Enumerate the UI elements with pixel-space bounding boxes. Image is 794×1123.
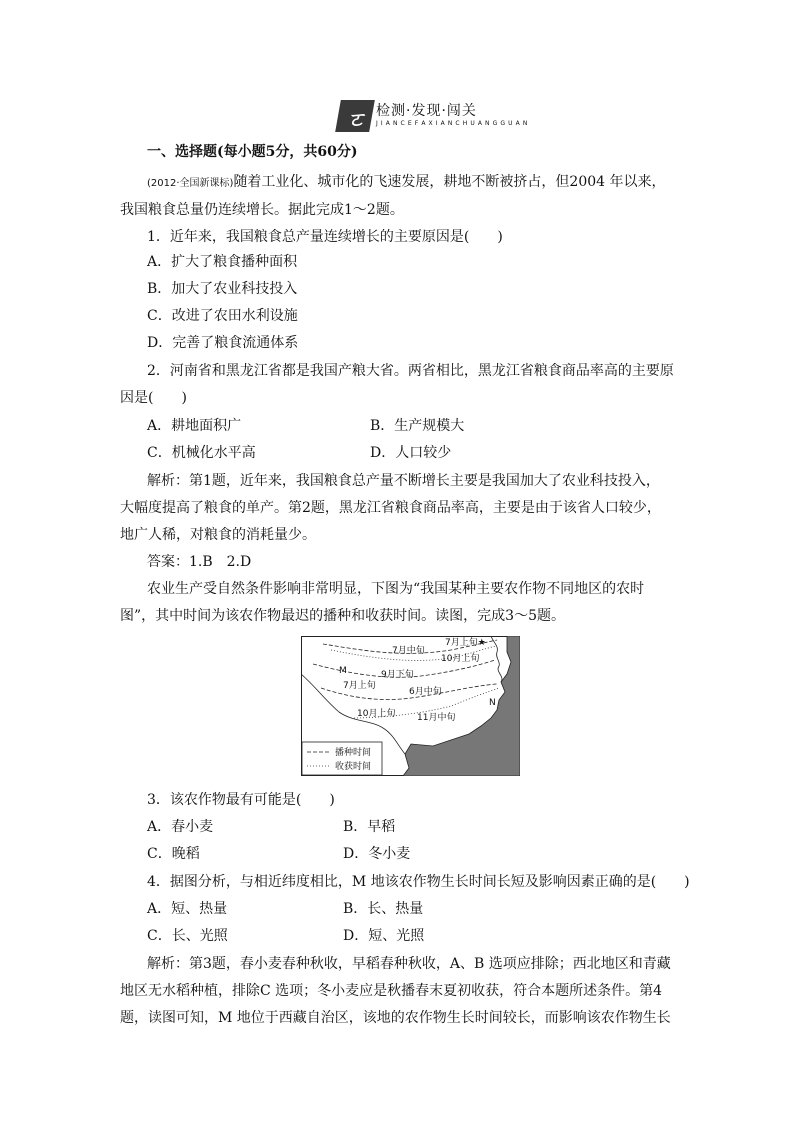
q2-option-b: B．生产规模大	[370, 418, 465, 434]
q4-option-b: B．长、热量	[343, 901, 424, 917]
q4-option-a: A．短、热量	[147, 901, 228, 917]
q4-option-d: D．短、光照	[343, 928, 425, 944]
q1-stem: 1．近年来，我国粮食总产量连续增长的主要原因是( )	[147, 229, 503, 245]
label-jun-mid: 6月中旬	[409, 687, 442, 697]
label-nov-mid: 11月中旬	[417, 713, 456, 723]
label-sep-late: 9月下旬	[381, 670, 414, 680]
section-title: 一、选择题(每小题5分，共60分)	[147, 144, 358, 160]
q4-stem: 4．据图分析，与相近纬度相比，M 地该农作物生长时间长短及影响因素正确的是( )	[147, 874, 690, 890]
q1-option-a: A．扩大了粮食播种面积	[147, 254, 298, 270]
analysis-2-line-3: 题，读图可知，M 地位于西藏自治区，该地的农作物生长时间较长，而影响该农作物生长	[120, 1010, 671, 1026]
header-subtitle: J I A N C E F A X I A N C H U A N G G U A N	[376, 120, 528, 127]
q3-stem: 3．该农作物最有可能是( )	[147, 792, 335, 808]
label-oct-early-top: 10月上旬	[441, 654, 480, 664]
q2-stem-2: 因是( )	[120, 390, 187, 406]
legend-harvest: 收获时间	[335, 762, 372, 772]
analysis-2-line-2: 地区无水稻种植，排除C 选项；冬小麦应是秋播春末夏初收获，符合本题所述条件。第4	[120, 983, 663, 999]
q2-stem-1: 2．河南省和黑龙江省都是我国产粮大省。两省相比，黑龙江省粮食商品率高的主要原	[147, 363, 674, 379]
label-n: N	[489, 698, 496, 708]
q3-option-d: D．冬小麦	[343, 846, 411, 862]
header-logo-glyph: ㄛ	[346, 107, 366, 131]
q3-option-a: A．春小麦	[147, 819, 214, 835]
q3-option-b: B．早稻	[343, 819, 396, 835]
answer-1: 答案：1.B 2.D	[147, 554, 252, 570]
analysis-2-line-1: 解析：第3题，春小麦春种秋收，早稻春种秋收，A、B 选项应排除；西北地区和青藏	[147, 956, 671, 972]
label-oct-early: 10月上旬	[357, 709, 396, 719]
q4-option-c: C．长、光照	[147, 928, 228, 944]
q1-option-c: C．改进了农田水利设施	[147, 308, 298, 324]
label-jul-early: 7月上旬	[343, 681, 376, 691]
intro-line-1	[147, 172, 666, 194]
q3-option-c: C．晚稻	[147, 846, 200, 862]
crop-calendar-map	[301, 636, 520, 776]
q2-option-a: A．耕地面积广	[147, 418, 242, 434]
intro-2-line-1: 农业生产受自然条件影响非常明显，下图为“我国某种主要农作物不同地区的农时	[147, 581, 645, 597]
intro-text-1: 随着工业化、城市化的飞速发展，耕地不断被挤占，但2004 年以来，	[233, 174, 666, 190]
q1-option-b: B．加大了农业科技投入	[147, 281, 298, 297]
label-jul-mid: 7月中旬	[392, 646, 425, 656]
label-jul-early-star: 7月上旬★	[445, 638, 486, 648]
q2-option-d: D．人口较少	[370, 445, 452, 461]
label-m: M	[339, 666, 347, 676]
intro-line-2: 我国粮食总量仍连续增长。据此完成1～2题。	[120, 202, 404, 218]
intro-2-line-2: 图”，其中时间为该农作物最迟的播种和收获时间。读图，完成3～5题。	[120, 608, 565, 624]
q1-option-d: D．完善了粮食流通体系	[147, 335, 299, 351]
analysis-1-line-1: 解析：第1题，近年来，我国粮食总产量不断增长主要是我国加大了农业科技投入，	[147, 473, 660, 489]
analysis-1-line-3: 地广人稀，对粮食的消耗量少。	[120, 527, 316, 543]
analysis-1-line-2: 大幅度提高了粮食的单产。第2题，黑龙江省粮食商品率高，主要是由于该省人口较少，	[120, 500, 661, 516]
legend-sow: 播种时间	[335, 748, 372, 758]
q2-option-c: C．机械化水平高	[147, 445, 256, 461]
header-title: 检测·发现·闯关	[376, 103, 477, 119]
intro-source: (2012·全国新课标)	[147, 178, 234, 189]
